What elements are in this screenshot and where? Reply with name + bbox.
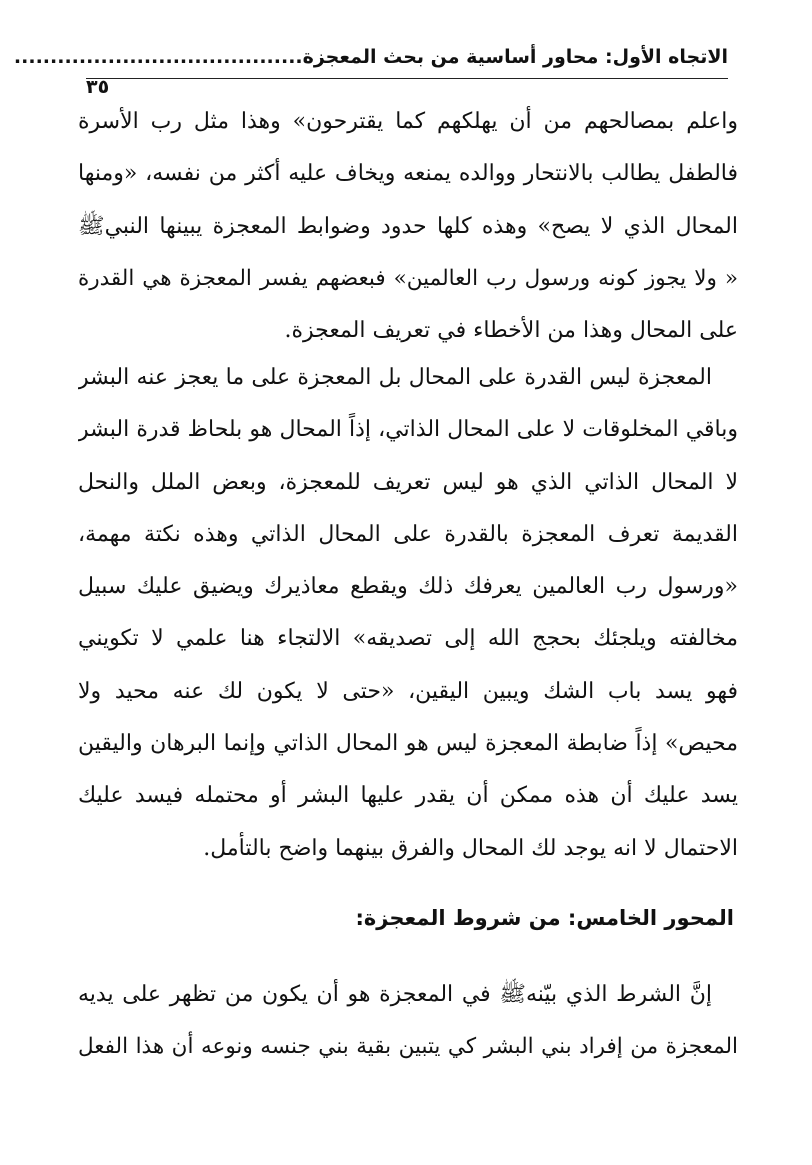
header-dots: ........................................	[13, 46, 303, 68]
page-number: ٣٥	[86, 76, 110, 98]
text-line: وباقي المخلوقات لا على المحال الذاتي، إذاً المحال هو بلحاظ قدرة البشر	[78, 417, 738, 443]
text-line: «ورسول رب العالمين يعرفك ذلك ويقطع معاذيرك ويضيق عليك سبيل	[78, 574, 738, 600]
text-line: المعجزة من إفراد بني البشر كي يتبين بقية بني جنسه ونوعه أن هذا الفعل	[78, 1034, 738, 1060]
text-line: محيص» إذاً ضابطة المعجزة ليس هو المحال الذاتي وإنما البرهان واليقين	[78, 731, 738, 757]
section-heading: المحور الخامس: من شروط المعجزة:	[355, 906, 734, 930]
text-line: إنَّ الشرط الذي بيّنهﷺ في المعجزة هو أن يكون من تظهر على يديه	[78, 982, 712, 1007]
text-line: المعجزة ليس القدرة على المحال بل المعجزة على ما يعجز عنه البشر	[78, 365, 712, 390]
paragraph-1	[78, 96, 738, 357]
header-title	[14, 42, 728, 72]
running-header	[13, 42, 728, 98]
paragraph-2	[78, 352, 738, 875]
text-line: « ولا يجوز كونه ورسول رب العالمين» فبعضهم يفسر المعجزة هي القدرة	[78, 265, 738, 291]
text-line: القديمة تعرف المعجزة بالقدرة على المحال الذاتي وهذه نكتة مهمة،	[78, 521, 738, 547]
header-title-text: الاتجاه الأول: محاور أساسية من بحث المعجزة	[302, 46, 728, 68]
paragraph-3	[78, 969, 738, 1074]
text-line: واعلم بمصالحهم من أن يهلكهم كما يقترحون» وهذا مثل رب الأسرة	[78, 109, 738, 134]
text-line: المحال الذي لا يصح» وهذه كلها حدود وضوابط المعجزة يبينها النبيﷺ	[78, 213, 738, 239]
text-line: فالطفل يطالب بالانتحار ووالده يمنعه ويخاف عليه أكثر من نفسه، «ومنها	[78, 161, 738, 187]
text-line: فهو يسد باب الشك ويبين اليقين، «حتى لا يكون لك عنه محيد ولا	[78, 678, 738, 704]
text-line: على المحال وهذا من الأخطاء في تعريف المعجزة.	[284, 318, 738, 344]
text-line: لا المحال الذاتي الذي هو ليس تعريف للمعجزة، وبعض الملل والنحل	[78, 469, 738, 495]
text-line: يسد عليك أن هذه ممكن أن يقدر عليها البشر أو محتمله فيسد عليك	[78, 783, 738, 809]
text-line: مخالفته ويلجئك بحجج الله إلى تصديقه» الالتجاء هنا علمي لا تكويني	[78, 626, 738, 652]
text-line: الاحتمال لا انه يوجد لك المحال والفرق بينهما واضح بالتأمل.	[203, 835, 738, 861]
